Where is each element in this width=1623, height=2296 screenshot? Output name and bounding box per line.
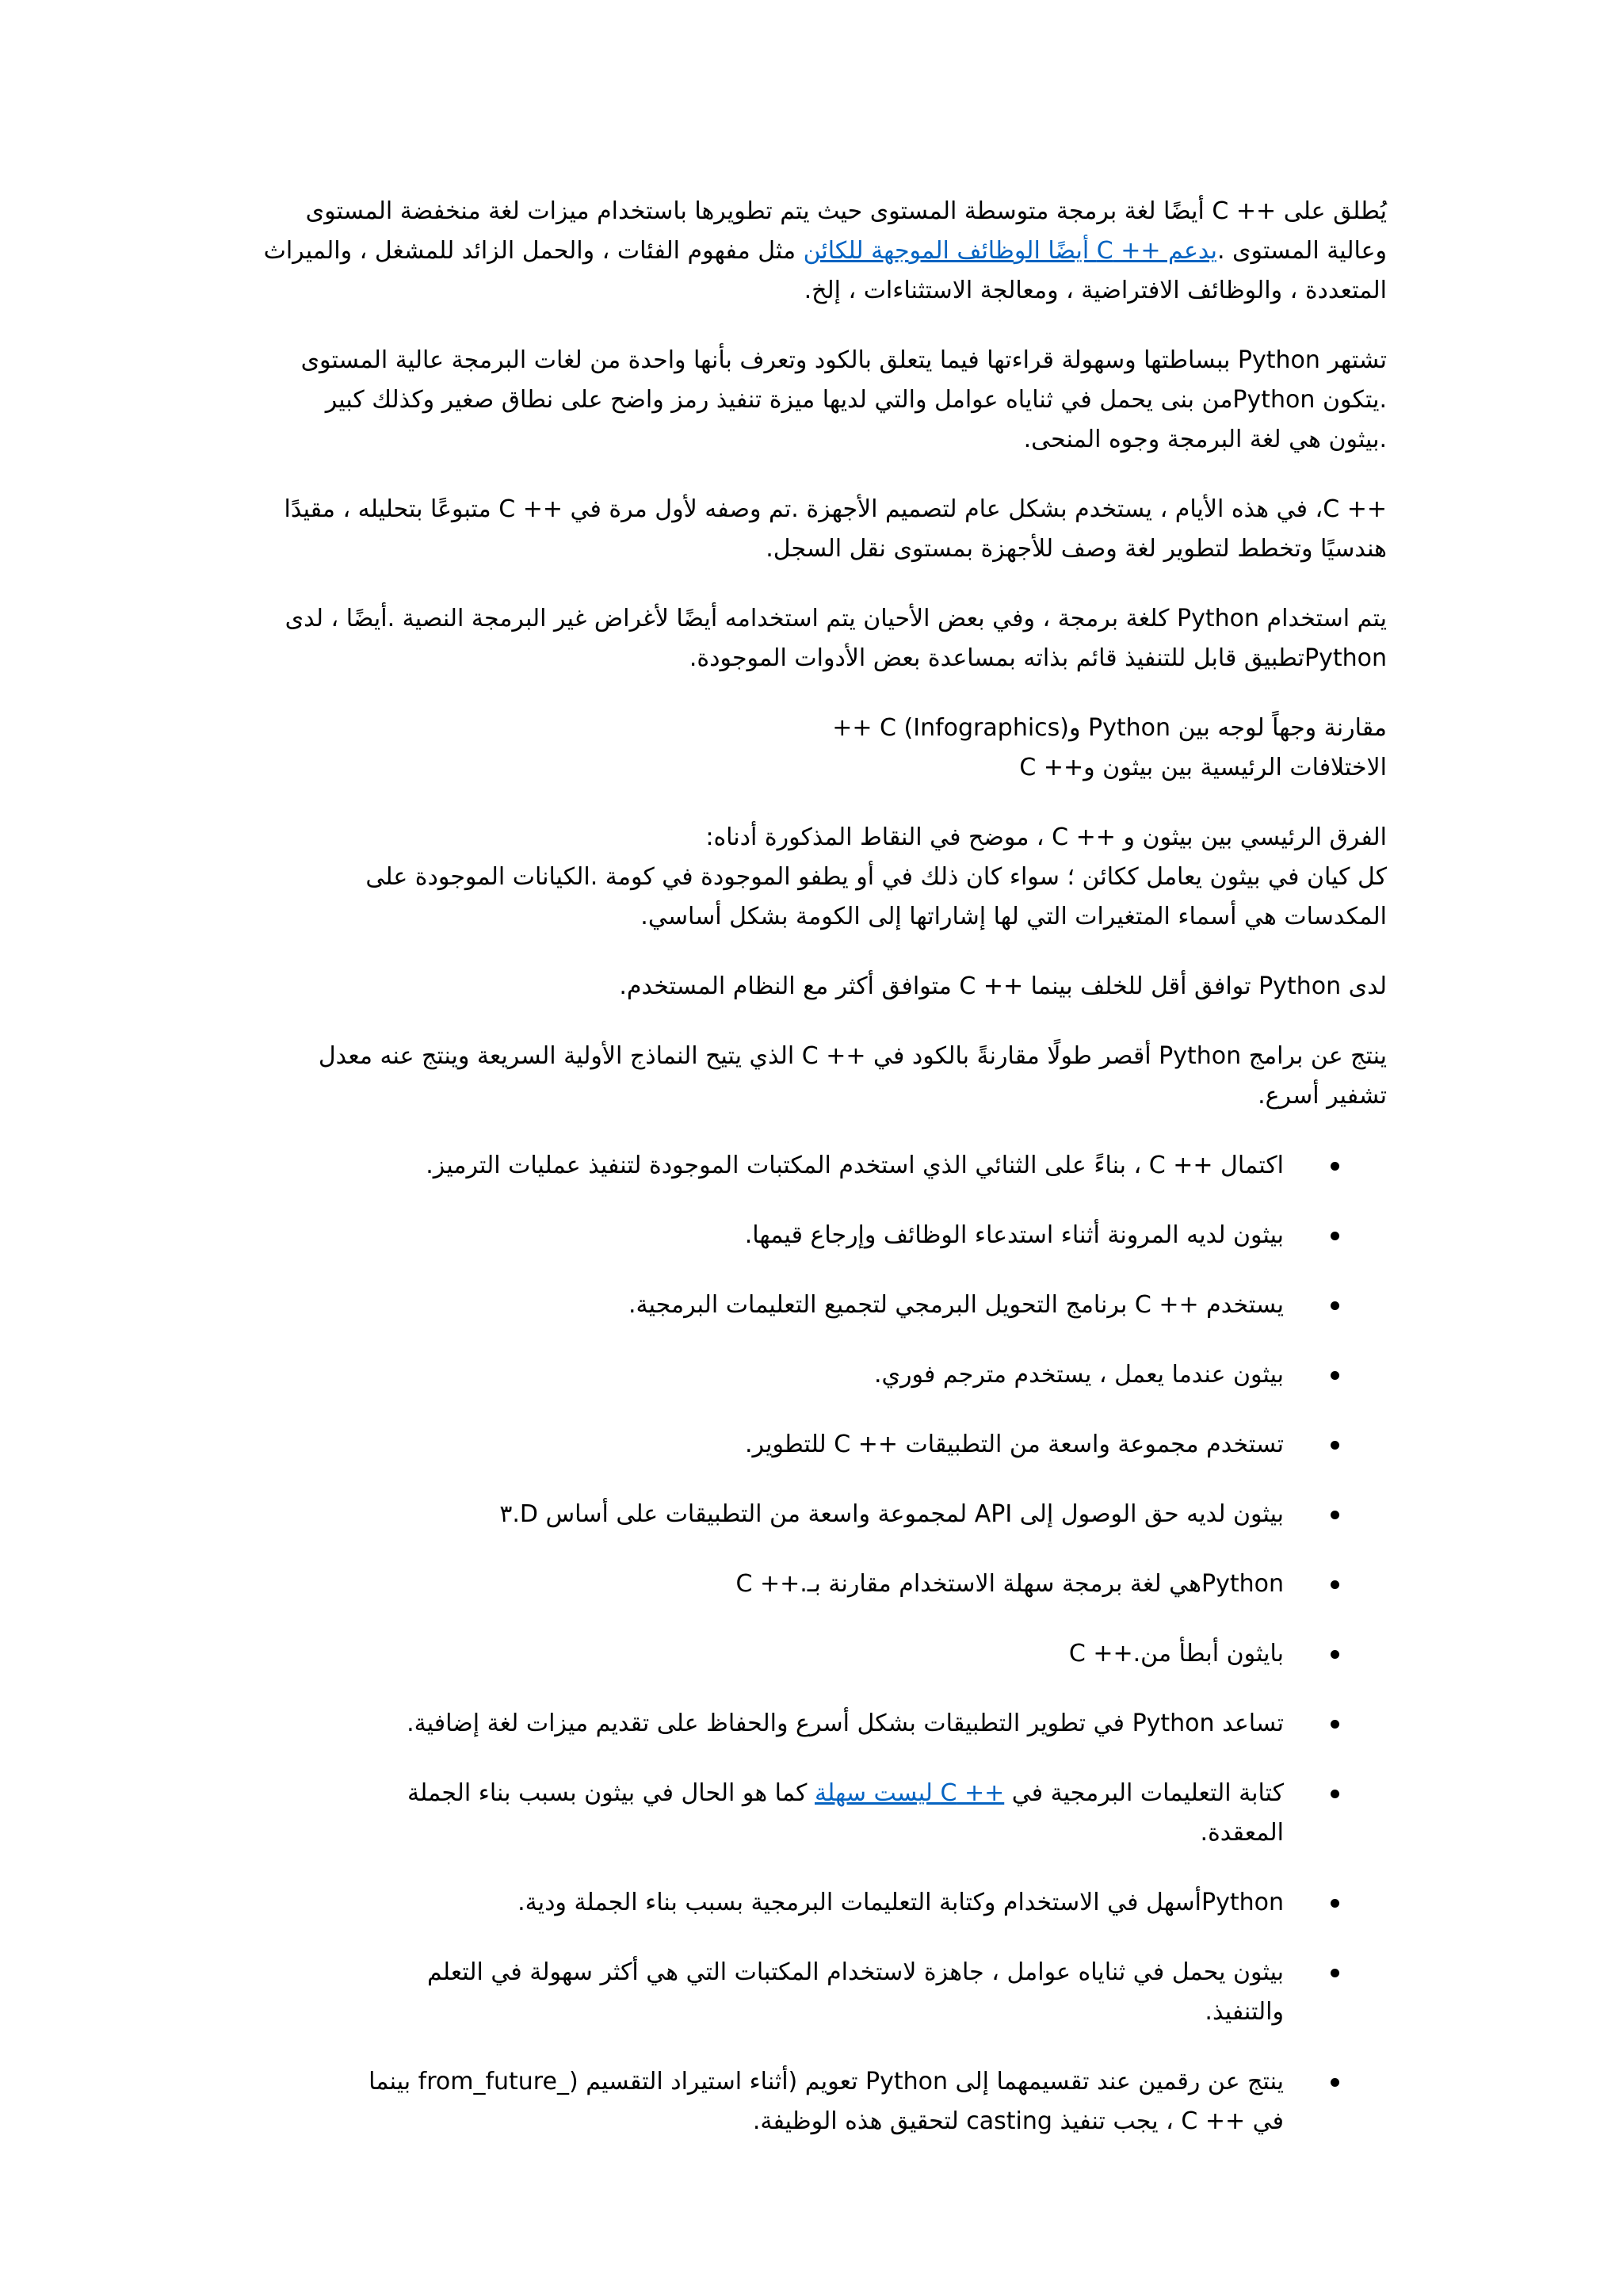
bullet-icon xyxy=(1331,1301,1339,1310)
bullet-icon xyxy=(1331,1899,1339,1908)
bullet-icon xyxy=(1331,1650,1339,1659)
list-item: بيثون لديه حق الوصول إلى API لمجموعة واسعة من التطبيقات على أساس D.٣ xyxy=(357,1495,1387,1534)
paragraph-text: يُطلق على ++ C أيضًا لغة برمجة متوسطة المستوى حيث يتم تطويرها باستخدام ميزات لغة منخفضة المستوى وعالية المستوى . xyxy=(305,197,1387,265)
paragraph-main-difference: الفرق الرئيسي بين بيثون و ++ C ، موضح في النقاط المذكورة أدناه: xyxy=(705,823,1387,851)
bullet-icon xyxy=(1331,1969,1339,1977)
paragraph-text: مثل مفهوم الفئات ، والحمل الزائد للمشغل ، والميراث المتعددة ، والوظائف الافتراضية ، ومعالجة الاستثناءات ، إلخ. xyxy=(263,237,1387,304)
paragraph-objects: كل كيان في بيثون يعامل ككائن ؛ سواء كان ذلك في أو يطفو الموجودة في كومة .الكيانات الموجودة على المكدسات هي أسماء المتغيرات التي لها إشاراتها إلى الكومة بشكل أساسي. xyxy=(365,863,1387,930)
list-item: يستخدم ++ C برنامج التحويل البرمجي لتجميع التعليمات البرمجية. xyxy=(357,1286,1387,1325)
list-item: بيثون عندما يعمل ، يستخدم مترجم فوري. xyxy=(357,1355,1387,1395)
bullet-icon xyxy=(1331,2078,1339,2087)
bullet-icon xyxy=(1331,1441,1339,1450)
paragraph-cpp-intro xyxy=(262,192,1387,311)
paragraph-python-usage: يتم استخدام Python كلغة برمجة ، وفي بعض الأحيان يتم استخدامه أيضًا لأغراض غير البرمجة النصية .أيضًا ، لدى Pythonتطبيق قابل للتنفيذ قائم بذاته بمساعدة بعض الأدوات الموجودة. xyxy=(285,605,1387,672)
list-item: Pythonهي لغة برمجة سهلة الاستخدام مقارنة بـ.++ C xyxy=(357,1564,1387,1604)
bullet-icon xyxy=(1331,1580,1339,1589)
paragraph-cpp-hardware: ++ C، في هذه الأيام ، يستخدم بشكل عام لتصميم الأجهزة .تم وصفه لأول مرة في ++ C متبوعًا بتحليله ، مقيدًا هندسيًا وتخطط لتطوير لغة وصف للأجهزة بمستوى نقل السجل. xyxy=(284,495,1387,563)
list-item: بيثون لديه المرونة أثناء استدعاء الوظائف وإرجاع قيمها. xyxy=(357,1216,1387,1255)
bullet-icon xyxy=(1331,1232,1339,1240)
bullet-icon xyxy=(1331,1162,1339,1171)
cpp-not-easy-link[interactable]: ++ C ليست سهلة xyxy=(815,1779,1005,1807)
list-item: تستخدم مجموعة واسعة من التطبيقات ++ C للتطوير. xyxy=(357,1425,1387,1465)
list-item: تساعد Python في تطوير التطبيقات بشكل أسرع والحفاظ على تقديم ميزات لغة إضافية. xyxy=(357,1704,1387,1744)
heading-comparison: مقارنة وجهاً لوجه بين Python و(Infographics) C ++ xyxy=(832,714,1387,742)
list-item: Pythonأسهل في الاستخدام وكتابة التعليمات البرمجية بسبب بناء الجملة ودية. xyxy=(357,1883,1387,1923)
heading-key-differences: الاختلافات الرئيسية بين بيثون و++ C xyxy=(1019,754,1387,781)
bullet-icon xyxy=(1331,1511,1339,1519)
bullet-icon xyxy=(1331,1790,1339,1798)
paragraph-python-intro: تشتهر Python ببساطتها وسهولة قراءتها فيما يتعلق بالكود وتعرف بأنها واحدة من لغات البرمجة عالية المستوى .يتكون Pythonمن بنى يحمل في ثناياه عوامل والتي لديها ميزة تنفيذ رمز واضح على نطاق صغير وكذلك كبير .بيثون هي لغة البرمجة وجوه المنحى. xyxy=(300,346,1387,453)
list-item: كتابة التعليمات البرمجية في ++ C ليست سهلة كما هو الحال في بيثون بسبب بناء الجملة المعقدة. xyxy=(357,1774,1387,1853)
list-item: ينتج عن رقمين عند تقسيمهما إلى Python تعويم (أثناء استيراد التقسيم (_from_future بينما في ++ C ، يجب تنفيذ casting لتحقيق هذه الوظيفة. xyxy=(357,2062,1387,2141)
list-item: اكتمال ++ C ، بناءً على الثنائي الذي استخدم المكتبات الموجودة لتنفيذ عمليات الترميز. xyxy=(357,1146,1387,1186)
list-item: بايثون أبطأ من.++ C xyxy=(357,1634,1387,1674)
list-item: بيثون يحمل في ثناياه عوامل ، جاهزة لاستخدام المكتبات التي هي أكثر سهولة في التعلم والتنفيذ. xyxy=(357,1953,1387,2032)
bullet-icon xyxy=(1331,1720,1339,1729)
bullet-icon xyxy=(1331,1371,1339,1380)
differences-list xyxy=(357,1146,1387,2141)
paragraph-program-length: ينتج عن برامج Python أقصر طولًا مقارنةً بالكود في ++ C الذي يتيح النماذج الأولية السريعة وينتج عنه معدل تشفير أسرع. xyxy=(318,1042,1387,1110)
cpp-object-oriented-link[interactable]: يدعم ++ C أيضًا الوظائف الموجهة للكائن xyxy=(803,237,1217,265)
document-body xyxy=(262,192,1387,2172)
paragraph-compatibility: لدى Python توافق أقل للخلف بينما ++ C متوافق أكثر مع النظام المستخدم. xyxy=(619,972,1387,1000)
